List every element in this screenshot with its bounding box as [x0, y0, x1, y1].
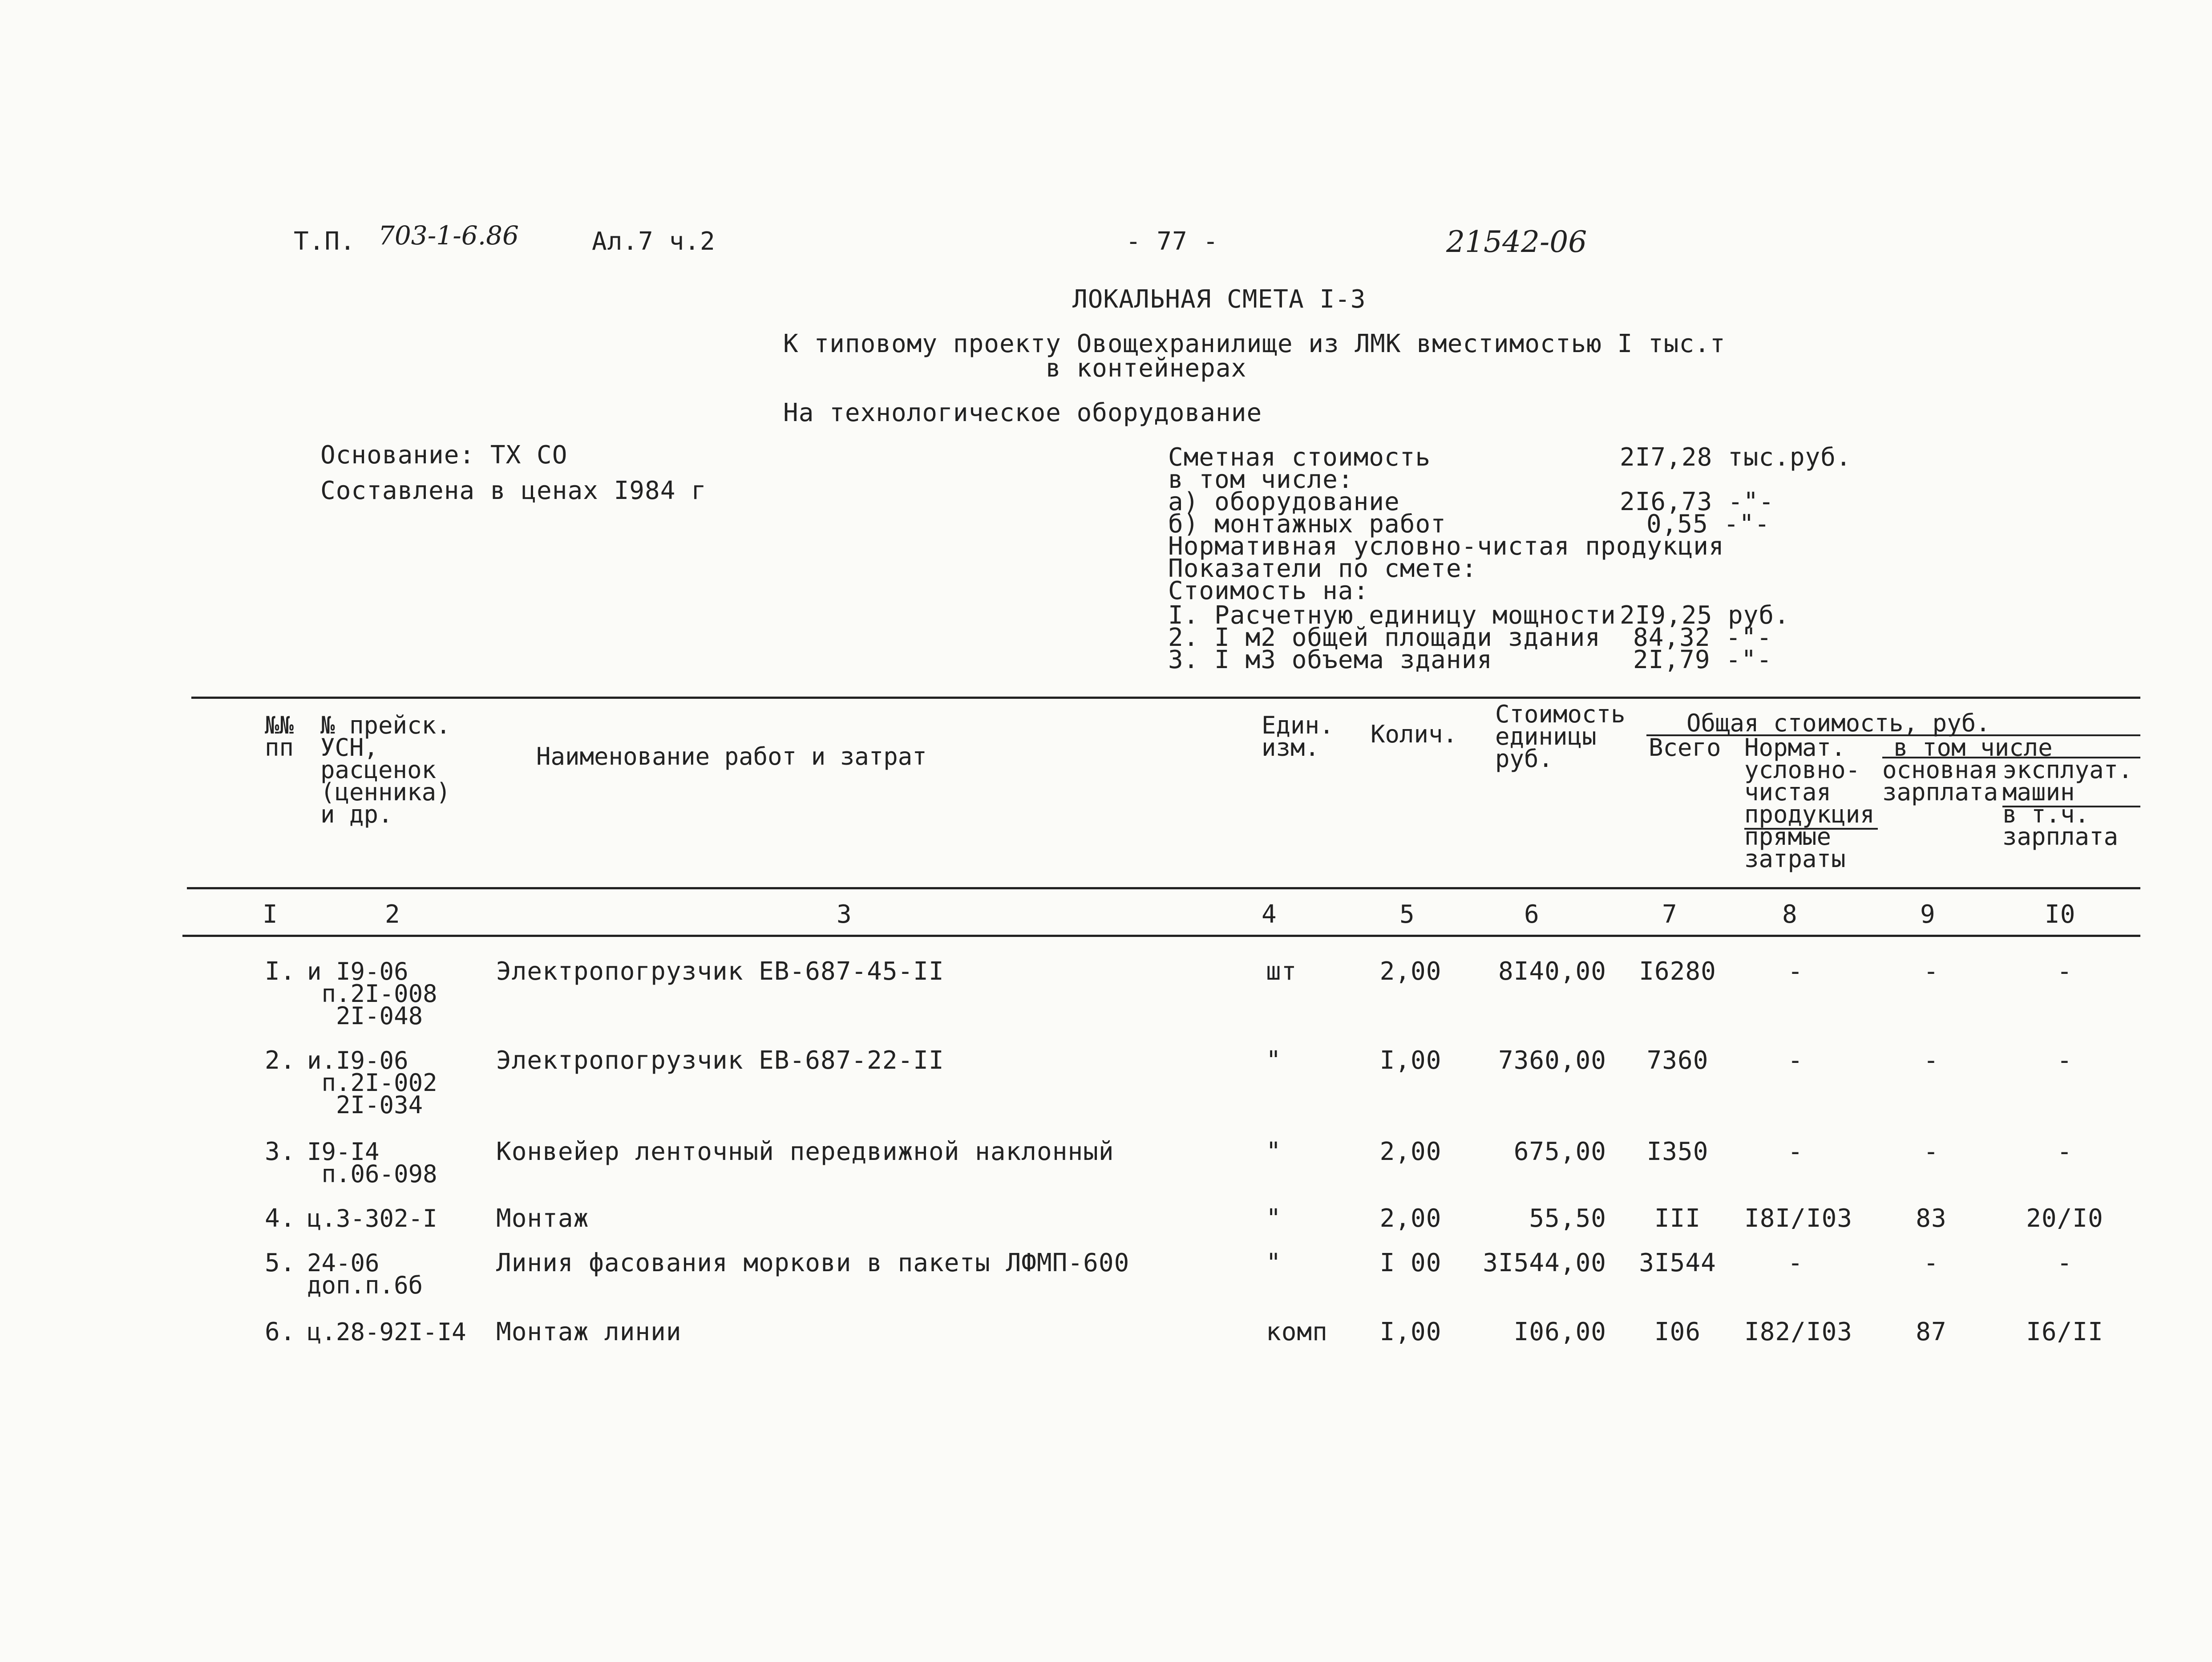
row-norm-production: - — [1787, 1137, 1804, 1166]
net-production-label: Нормативная условно-чистая продукция — [1168, 532, 1724, 561]
floor-area-label: 2. I м2 общей площади здания — [1168, 623, 1601, 652]
indicators-label: Показатели по смете: — [1168, 554, 1477, 583]
row-unit: " — [1266, 1046, 1282, 1075]
header-subgroup-including: в том числе — [1893, 734, 2053, 762]
row-norm-production: - — [1787, 1249, 1804, 1277]
header-col-norm-production: Нормат. условно- чистая продукция прямые затраты — [1744, 734, 1875, 873]
header-col-code: № прейск. УСН, расценок (ценника) и др. — [320, 711, 451, 828]
equipment-label: а) оборудование — [1168, 487, 1400, 516]
row-machine-operation: - — [2057, 1249, 2073, 1277]
row-price-code: 24-06 доп.п.6б — [307, 1249, 423, 1299]
floor-area-value: 84,32 -"- — [1633, 623, 1772, 652]
row-unit: " — [1266, 1204, 1282, 1233]
row-work-name: Линия фасования моркови в пакеты ЛФМП-600 — [496, 1249, 1130, 1277]
row-base-wage: 87 — [1916, 1317, 1947, 1346]
row-base-wage: - — [1923, 957, 1939, 986]
col-number: 9 — [1920, 900, 1936, 929]
header-group-total-cost: Общая стоимость, руб. — [1686, 709, 1990, 737]
row-unit: " — [1266, 1249, 1282, 1277]
table-top-rule — [191, 697, 2140, 699]
header-col-unit: Един. изм. — [1262, 711, 1334, 762]
row-machine-operation: - — [2057, 957, 2073, 986]
row-price-code: и.I9-06 п.2I-002 2I-034 — [307, 1046, 437, 1119]
row-work-name: Конвейер ленточный передвижной наклонный — [496, 1137, 1114, 1166]
row-unit: " — [1266, 1137, 1282, 1166]
col-number: 5 — [1399, 900, 1415, 929]
basis-line: Основание: ТХ СО — [320, 441, 568, 470]
row-number: 2. — [265, 1046, 296, 1075]
row-total: I6280 — [1639, 957, 1716, 986]
row-quantity: I,00 — [1379, 1046, 1442, 1075]
row-unit-price: I06,00 — [1513, 1317, 1606, 1346]
estimated-cost-value: 2I7,28 тыс.руб. — [1620, 443, 1852, 472]
row-work-name: Электропогрузчик ЕВ-687-45-II — [496, 957, 944, 986]
row-number: 3. — [265, 1137, 296, 1166]
row-quantity: 2,00 — [1379, 1137, 1442, 1166]
unit-capacity-label: I. Расчетную единицу мощности — [1168, 601, 1616, 630]
equipment-value: 2I6,73 -"- — [1620, 487, 1775, 516]
row-quantity: 2,00 — [1379, 1204, 1442, 1233]
row-base-wage: - — [1923, 1046, 1939, 1075]
row-norm-production: I82/I03 — [1744, 1317, 1853, 1346]
building-volume-label: 3. I м3 объема здания — [1168, 645, 1493, 674]
album-label: Ал.7 ч.2 — [592, 227, 716, 256]
row-total: III — [1654, 1204, 1701, 1233]
row-base-wage: - — [1923, 1137, 1939, 1166]
header-col-name: Наименование работ и затрат — [536, 742, 927, 770]
row-machine-operation: I6/II — [2026, 1317, 2103, 1346]
col-number: 3 — [837, 900, 852, 929]
row-machine-operation: - — [2057, 1137, 2073, 1166]
row-base-wage: - — [1923, 1249, 1939, 1277]
tp-prefix: Т.П. — [294, 227, 356, 256]
including-label: в том числе: — [1168, 465, 1354, 494]
row-quantity: I 00 — [1379, 1249, 1442, 1277]
row-quantity: I,00 — [1379, 1317, 1442, 1346]
row-total: I350 — [1646, 1137, 1709, 1166]
col-number: I0 — [2045, 900, 2076, 929]
row-norm-production: I8I/I03 — [1744, 1204, 1853, 1233]
col-number: 2 — [385, 900, 400, 929]
row-number: 5. — [265, 1249, 296, 1277]
estimated-cost-label: Сметная стоимость — [1168, 443, 1431, 472]
row-unit-price: 8I40,00 — [1498, 957, 1606, 986]
row-number: 4. — [265, 1204, 296, 1233]
row-unit-price: 3I544,00 — [1483, 1249, 1606, 1277]
row-norm-production: - — [1787, 957, 1804, 986]
building-volume-value: 2I,79 -"- — [1633, 645, 1772, 674]
unit-capacity-value: 2I9,25 руб. — [1620, 601, 1790, 630]
header-bottom-rule — [187, 887, 2140, 889]
stamp-number: 21542-06 — [1446, 225, 1587, 259]
page-number: - 77 - — [1126, 227, 1219, 256]
row-unit: шт — [1266, 957, 1297, 986]
row-unit-price: 55,50 — [1529, 1204, 1606, 1233]
number-row-rule — [182, 935, 2140, 937]
col-number: 8 — [1782, 900, 1798, 929]
header-col-num: №№ пп — [265, 711, 294, 762]
row-total: 3I544 — [1639, 1249, 1716, 1277]
row-work-name: Монтаж — [496, 1204, 589, 1233]
row-total: 7360 — [1646, 1046, 1709, 1075]
row-price-code: I9-I4 п.06-098 — [307, 1138, 437, 1188]
row-norm-production: - — [1787, 1046, 1804, 1075]
row-base-wage: 83 — [1916, 1204, 1947, 1233]
row-work-name: Монтаж линии — [496, 1317, 682, 1346]
row-work-name: Электропогрузчик ЕВ-687-22-II — [496, 1046, 944, 1075]
col-number: 7 — [1662, 900, 1678, 929]
row-number: I. — [265, 957, 296, 986]
row-unit-price: 675,00 — [1513, 1137, 1606, 1166]
cost-per-label: Стоимость на: — [1168, 576, 1369, 605]
row-machine-operation: 20/I0 — [2026, 1204, 2103, 1233]
section-title: На технологическое оборудование — [783, 398, 1262, 427]
row-price-code: ц.3-302-I — [307, 1204, 437, 1232]
row-unit: комп — [1266, 1317, 1328, 1346]
row-unit-price: 7360,00 — [1498, 1046, 1606, 1075]
project-title-line2: в контейнерах — [1046, 354, 1247, 383]
col-number: 6 — [1524, 900, 1540, 929]
row-total: I06 — [1654, 1317, 1701, 1346]
project-title-line1: К типовому проекту Овощехранилище из ЛМК вместимостью I тыс.т — [783, 329, 1726, 358]
header-col-machine-operation: эксплуат. машин в т.ч. зарплата — [2002, 756, 2133, 851]
price-level-line: Составлена в ценах I984 г — [320, 476, 707, 505]
project-code: 703-1-6.86 — [378, 220, 519, 251]
installation-label: б) монтажных работ — [1168, 510, 1446, 539]
col-number: I — [263, 900, 278, 929]
installation-value: 0,55 -"- — [1646, 510, 1770, 539]
row-machine-operation: - — [2057, 1046, 2073, 1075]
header-col-base-wage: основная зарплата — [1882, 756, 1998, 806]
header-col-qty: Колич. — [1371, 720, 1458, 748]
header-col-unit-price: Стоимость единицы руб. — [1495, 700, 1626, 773]
row-quantity: 2,00 — [1379, 957, 1442, 986]
header-col-total: Всего — [1649, 734, 1721, 762]
row-price-code: и I9-06 п.2I-008 2I-048 — [307, 957, 437, 1030]
row-price-code: ц.28-92I-I4 — [307, 1318, 466, 1346]
row-number: 6. — [265, 1317, 296, 1346]
document-heading: ЛОКАЛЬНАЯ СМЕТА I-3 — [1072, 285, 1366, 314]
col-number: 4 — [1262, 900, 1277, 929]
